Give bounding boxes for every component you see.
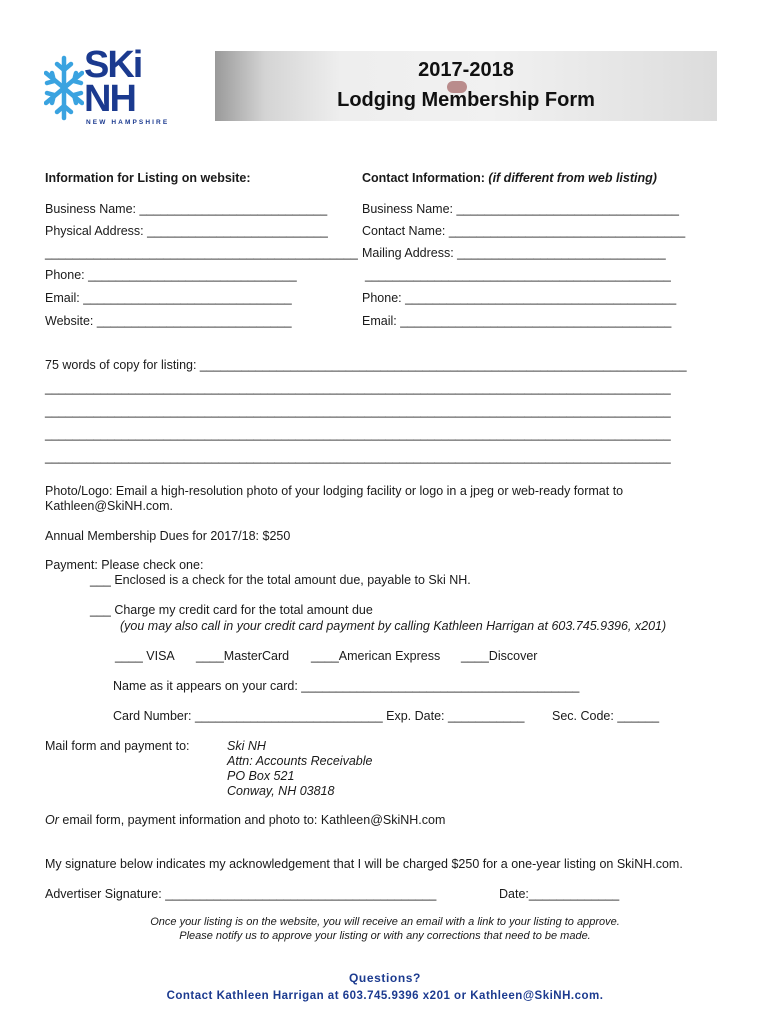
snowflake-icon [44, 52, 84, 124]
contact-heading [362, 171, 657, 185]
listing-physical-address-field[interactable]: Physical Address: __________________________ [45, 224, 328, 238]
listing-copy-line[interactable]: __________________________________________________________________________________________ [45, 404, 671, 418]
listing-copy-line[interactable]: __________________________________________________________________________________________ [45, 381, 671, 395]
email-alternative-text: email form, payment information and photo to: Kathleen@SkiNH.com [62, 813, 446, 827]
contact-heading-label: Contact Information: [362, 171, 485, 185]
form-title: Lodging Membership Form [337, 89, 595, 111]
listing-address-continued-field[interactable]: _____________________________________________ [45, 246, 358, 260]
payment-label: Payment: Please check one: [45, 558, 204, 572]
card-number-exp-date-field[interactable]: Card Number: ___________________________ Exp. Date: ___________ [113, 709, 525, 723]
footer-questions: Questions? [348, 971, 421, 985]
mail-address-line: Conway, NH 03818 [227, 784, 335, 798]
footer-contact: Contact Kathleen Harrigan at 603.745.9396 x201 or Kathleen@SkiNH.com. [166, 990, 604, 1002]
mail-label: Mail form and payment to: [45, 739, 190, 753]
logo-tagline: NEW HAMPSHIRE [86, 119, 170, 126]
listing-website-field[interactable]: Website: ____________________________ [45, 314, 292, 328]
mail-address-line: Ski NH [227, 739, 266, 753]
credit-card-phone-note: (you may also call in your credit card payment by calling Kathleen Harrigan at 603.745.9396, x201) [120, 619, 667, 633]
listing-heading: Information for Listing on website: [45, 171, 251, 185]
contact-mailing-address-field[interactable]: Mailing Address: ______________________________ [362, 246, 666, 260]
approval-note-line-1: Once your listing is on the website, you will receive an email with a link to your listing to approve. [150, 916, 620, 928]
photo-instructions-email[interactable]: Kathleen@SkiNH.com. [45, 499, 174, 513]
ski-nh-logo [44, 46, 194, 130]
annual-dues: Annual Membership Dues for 2017/18: $250 [45, 529, 291, 543]
contact-phone-field[interactable]: Phone: _______________________________________ [362, 291, 677, 305]
logo-word-ski: SKi [84, 44, 142, 86]
photo-instructions-line-1: Photo/Logo: Email a high-resolution photo of your lodging facility or logo in a jpeg or web-ready format to [45, 484, 624, 498]
card-option-mastercard[interactable]: ____MasterCard [196, 649, 290, 663]
sec-code-field[interactable]: Sec. Code: ______ [552, 709, 660, 723]
contact-business-name-field[interactable]: Business Name: ________________________________ [362, 202, 679, 216]
listing-phone-field[interactable]: Phone: ______________________________ [45, 268, 297, 282]
advertiser-signature-field[interactable]: Advertiser Signature: _______________________________________ [45, 887, 437, 901]
card-option-american-express[interactable]: ____American Express [311, 649, 441, 663]
contact-email-field[interactable]: Email: _______________________________________ [362, 314, 672, 328]
payment-option-credit-card[interactable]: ___ Charge my credit card for the total amount due [90, 603, 373, 617]
card-option-visa[interactable]: ____ VISA [115, 649, 175, 663]
listing-copy-field[interactable]: 75 words of copy for listing: ______________________________________________________________________ [45, 358, 687, 372]
name-on-card-field[interactable]: Name as it appears on your card: ________________________________________ [113, 679, 580, 693]
mail-address-line: PO Box 521 [227, 769, 295, 783]
listing-copy-line[interactable]: __________________________________________________________________________________________ [45, 427, 671, 441]
form-year: 2017-2018 [418, 59, 514, 81]
listing-business-name-field[interactable]: Business Name: ___________________________ [45, 202, 328, 216]
contact-name-field[interactable]: Contact Name: __________________________________ [362, 224, 686, 238]
logo-word-nh: NH [84, 78, 135, 120]
card-option-discover[interactable]: ____Discover [461, 649, 538, 663]
listing-email-field[interactable]: Email: ______________________________ [45, 291, 292, 305]
payment-option-check[interactable]: ___ Enclosed is a check for the total amount due, payable to Ski NH. [90, 573, 471, 587]
header-banner [215, 51, 717, 121]
contact-heading-note: (if different from web listing) [488, 171, 657, 185]
signature-acknowledgement: My signature below indicates my acknowledgement that I will be charged $250 for a one-year listing on SkiNH.com. [45, 857, 683, 871]
listing-copy-line[interactable]: __________________________________________________________________________________________ [45, 450, 671, 464]
approval-note-line-2: Please notify us to approve your listing or with any corrections that need to be made. [179, 930, 591, 942]
email-alternative [45, 813, 445, 827]
mail-address-line: Attn: Accounts Receivable [227, 754, 373, 768]
email-alternative-prefix: Or [45, 813, 59, 827]
signature-date-field[interactable]: Date:_____________ [499, 887, 620, 901]
contact-address-continued-field[interactable]: ____________________________________________ [365, 268, 671, 282]
